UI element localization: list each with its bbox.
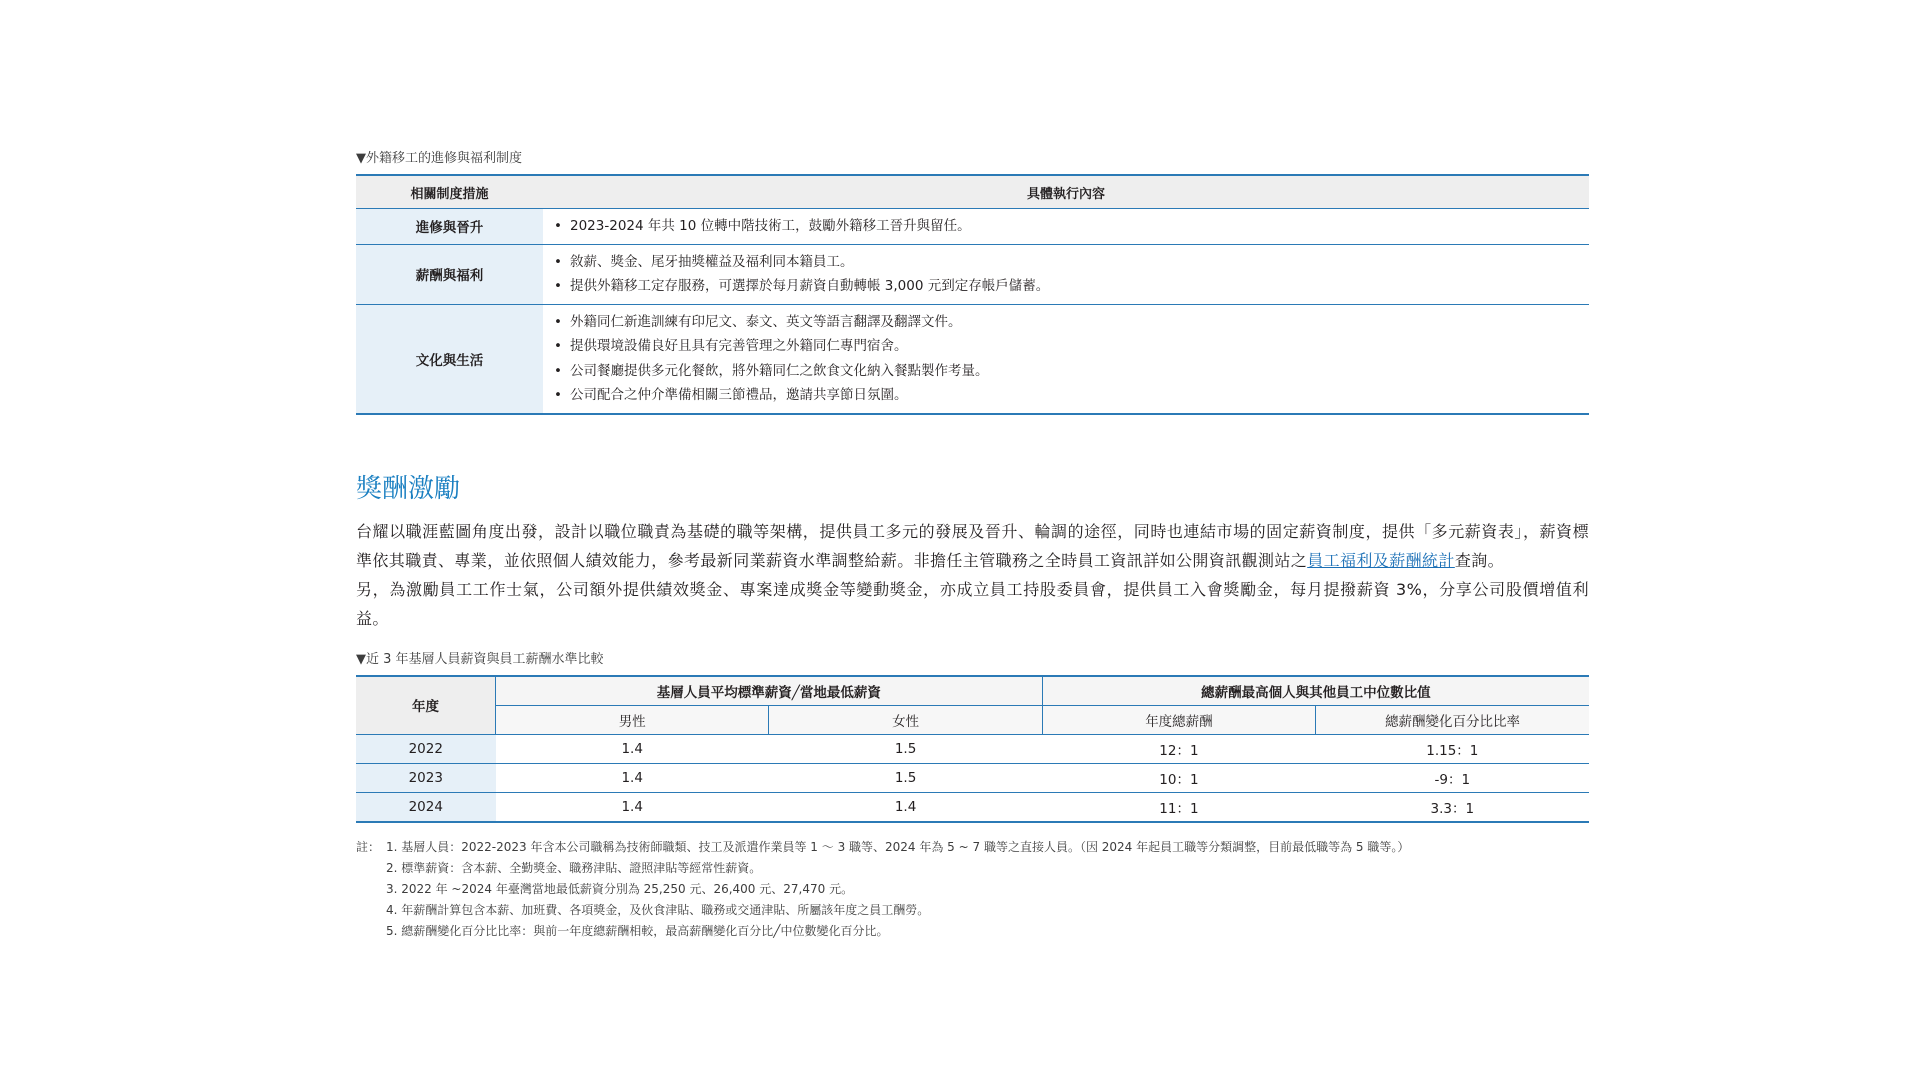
group-header-pay-ratio: 總薪酬最高個人與其他員工中位數比值 <box>1042 676 1589 706</box>
list-item: • 敘薪、獎金、尾牙抽獎權益及福利同本籍員工。 <box>554 250 1588 275</box>
foreign-worker-benefits-table <box>356 174 1589 415</box>
cell-male: 1.4 <box>496 734 769 763</box>
cell-total: 12：1 <box>1042 734 1315 763</box>
row-category: 文化與生活 <box>356 304 543 414</box>
subheader-total-pay: 年度總薪酬 <box>1042 705 1315 734</box>
para1-text: 台耀以職涯藍圖角度出發，設計以職位職責為基礎的職等架構，提供員工多元的發展及晉升、輪調的途徑，同時也連結市場的固定薪資制度，提供「多元薪資表」，薪資標準依其職責、專業，並依照個人績效能力，參考最新同業薪資水準調整給薪。非擔任主管職務之全時員工資訊詳如公開資訊觀測站之 <box>356 521 1589 570</box>
notes-lead: 註： <box>356 839 381 854</box>
cell-male: 1.4 <box>496 763 769 792</box>
list-item: • 公司餐廳提供多元化餐飲，將外籍同仁之飲食文化納入餐點製作考量。 <box>554 359 1588 384</box>
compensation-paragraph-1 <box>356 517 1589 575</box>
para1-tail: 查詢。 <box>1454 550 1505 570</box>
list-item: • 公司配合之仲介準備相關三節禮品，邀請共享節日氛圍。 <box>554 383 1588 408</box>
cell-year: 2022 <box>356 734 496 763</box>
table-row <box>356 792 1589 822</box>
table2-caption: ▼近 3 年基層人員薪資與員工薪酬水準比較 <box>356 651 604 667</box>
compensation-paragraph-2: 另，為激勵員工工作士氣，公司額外提供績效獎金、專案達成獎金等變動獎金，亦成立員工持股委員會，提供員工入會獎勵金，每月提撥薪資 3%，分享公司股價增值利益。 <box>356 579 1589 628</box>
list-item: • 2023-2024 年共 10 位轉中階技術工，鼓勵外籍移工晉升與留任。 <box>554 214 1588 239</box>
note-item: 1. 基層人員：2022-2023 年含本公司職稱為技術師職類、技工及派遣作業員等 1 ～ 3 職等、2024 年為 5 ~ 7 職等之直接人員。（因 2024 年起員工職等分類調整，目前最低職等為 5 職等。） <box>386 839 1410 854</box>
cell-female: 1.5 <box>769 763 1042 792</box>
note-item: 5. 總薪酬變化百分比比率：與前一年度總薪酬相較，最高薪酬變化百分比╱中位數變化百分比。 <box>386 923 889 938</box>
list-item: • 提供外籍移工定存服務，可選擇於每月薪資自動轉帳 3,000 元到定存帳戶儲蓄。 <box>554 274 1588 299</box>
group-header-basic-salary: 基層人員平均標準薪資╱當地最低薪資 <box>496 676 1043 706</box>
table-row <box>356 734 1589 763</box>
year-header: 年度 <box>356 676 496 735</box>
cell-total: 11：1 <box>1042 792 1315 822</box>
employee-benefits-link[interactable]: 員工福利及薪酬統計 <box>1307 550 1455 570</box>
subheader-change-ratio: 總薪酬變化百分比比率 <box>1316 705 1589 734</box>
note-item: 4. 年薪酬計算包含本薪、加班費、各項獎金，及伙食津貼、職務或交通津貼、所屬該年度之員工酬勞。 <box>386 902 930 917</box>
table1-header-measure: 相關制度措施 <box>356 175 543 209</box>
table-row <box>356 763 1589 792</box>
cell-change: 3.3：1 <box>1316 792 1589 822</box>
subheader-male: 男性 <box>496 705 769 734</box>
subheader-female: 女性 <box>769 705 1042 734</box>
table1-header-content: 具體執行內容 <box>543 175 1589 209</box>
note-item: 3. 2022 年 ~2024 年臺灣當地最低薪資分別為 25,250 元、26,400 元、27,470 元。 <box>386 881 854 896</box>
cell-change: -9：1 <box>1316 763 1589 792</box>
cell-total: 10：1 <box>1042 763 1315 792</box>
cell-year: 2023 <box>356 763 496 792</box>
page-content <box>356 150 1589 942</box>
cell-change: 1.15：1 <box>1316 734 1589 763</box>
salary-comparison-table <box>356 675 1589 823</box>
list-item: • 外籍同仁新進訓練有印尼文、泰文、英文等語言翻譯及翻譯文件。 <box>554 310 1588 335</box>
section-title: 獎酬激勵 <box>356 473 461 504</box>
cell-male: 1.4 <box>496 792 769 822</box>
table1-caption: ▼外籍移工的進修與福利制度 <box>356 151 522 166</box>
cell-female: 1.5 <box>769 734 1042 763</box>
cell-year: 2024 <box>356 792 496 822</box>
table-row <box>356 244 1589 304</box>
footnotes <box>356 837 1589 942</box>
table-row <box>356 209 1589 245</box>
table-row <box>356 304 1589 414</box>
row-category: 薪酬與福利 <box>356 244 543 304</box>
note-item: 2. 標準薪資：含本薪、全勤獎金、職務津貼、證照津貼等經常性薪資。 <box>386 860 762 875</box>
cell-female: 1.4 <box>769 792 1042 822</box>
list-item: • 提供環境設備良好且具有完善管理之外籍同仁專門宿舍。 <box>554 334 1588 359</box>
row-category: 進修與晉升 <box>356 209 543 245</box>
